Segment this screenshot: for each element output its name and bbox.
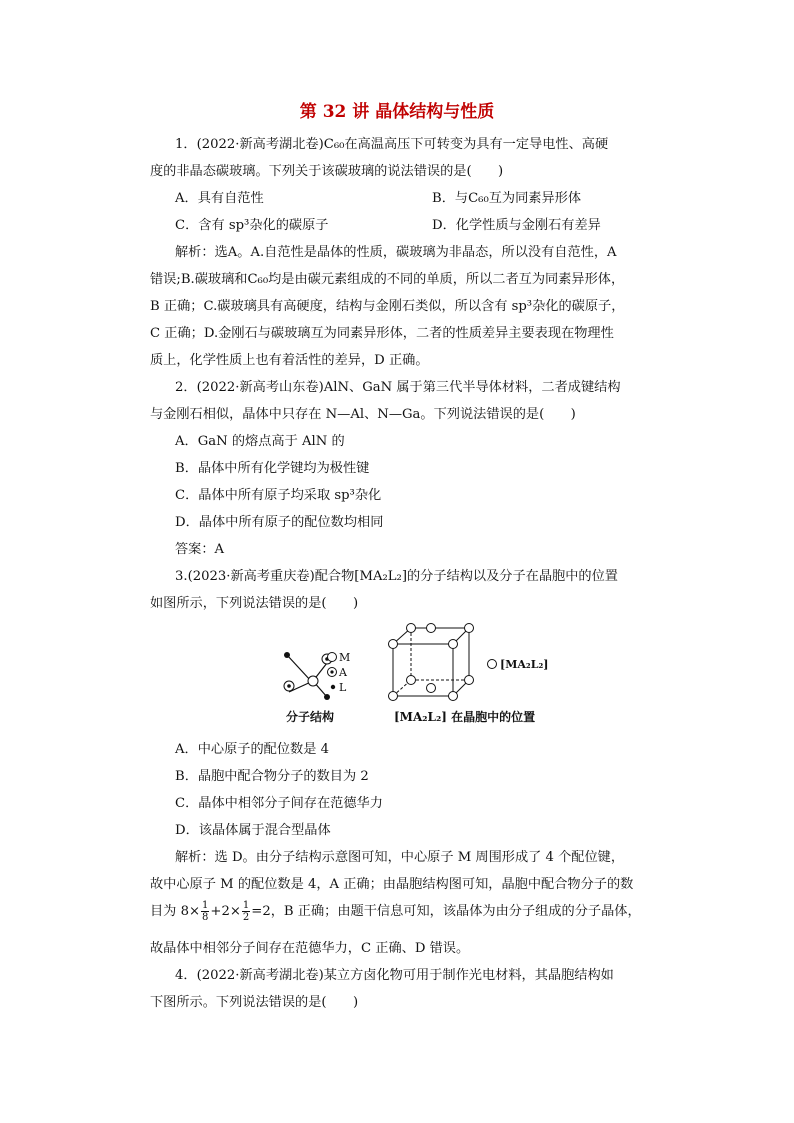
q4-stem-line2: 下图所示。下列说法错误的是( ) [150,995,359,1010]
legend-a-label: A [339,666,347,679]
legend-molecule-symbol [488,660,497,669]
corner-molecule [407,624,416,633]
figure-caption-right: [MA₂L₂] 在晶胞中的位置 [394,710,536,724]
q1-analysis-line: C 正确；D.金刚石与碳玻璃互为同素异形体，二者的性质差异主要表现在物理性 [150,326,614,341]
legend-m-symbol [328,653,337,662]
q4-stem-line1: 4．(2022·新高考湖北卷)某立方卤化物可用于制作光电材料，其晶胞结构如 [175,968,614,983]
formula-middle: +2× [210,904,241,919]
page-title: 第 32 讲 晶体结构与性质 [299,102,495,122]
q3-analysis-line: 故晶体中相邻分子间存在范德华力，C 正确、D 错误。 [150,941,470,956]
q2-option-c: C．晶体中所有原子均采取 sp³杂化 [175,488,382,503]
q2-stem-line2: 与金刚石相似，晶体中只存在 N—Al、N—Ga。下列说法错误的是( ) [150,407,576,422]
q3-analysis-line: 故中心原子 M 的配位数是 4，A 正确；由晶胞结构图可知，晶胞中配合物分子的数 [150,877,634,892]
a-atom-dot [287,684,291,688]
q1-option-c: C．含有 sp³杂化的碳原子 [175,218,329,233]
unit-cell-figure [385,620,480,702]
q2-option-d: D．晶体中所有原子的配位数均相同 [175,515,384,530]
q2-option-a: A．GaN 的熔点高于 AlN 的 [175,434,345,449]
q3-option-a: A．中心原子的配位数是 4 [175,742,329,757]
q3-stem-line1: 3.(2023·新高考重庆卷)配合物[MA₂L₂]的分子结构以及分子在晶胞中的位置 [175,569,618,584]
fraction-denominator: 2 [242,912,250,923]
fraction-numerator: 1 [202,900,209,911]
fraction-denominator: 8 [202,912,209,923]
legend-l-symbol [331,685,335,689]
corner-molecule [389,692,398,701]
legend-a-dot [330,670,333,673]
q3-option-b: B．晶胞中配合物分子的数目为 2 [175,769,369,784]
q1-analysis-line: B 正确；C.碳玻璃具有高硬度，结构与金刚石类似，所以含有 sp³杂化的碳原子， [150,299,625,314]
q1-option-a: A．具有自范性 [175,191,264,206]
q3-analysis-formula-line [150,900,641,923]
face-molecule [427,684,436,693]
q3-stem-line2: 如图所示，下列说法错误的是( ) [150,596,359,611]
q1-analysis-line: 错误;B.碳玻璃和C₆₀均是由碳元素组成的不同的单质，所以二者互为同素异形体， [150,272,625,287]
q3-option-c: C．晶体中相邻分子间存在范德华力 [175,796,383,811]
l-atom [284,652,290,658]
corner-molecule [449,640,458,649]
q1-analysis-line: 质上，化学性质上也有着活性的差异，D 正确。 [150,353,429,368]
fraction-one-half [242,900,250,923]
legend-m-label: M [339,651,351,664]
formula-prefix: 目为 8× [150,904,201,919]
corner-molecule [389,640,398,649]
legend-l-label: L [339,681,347,694]
corner-molecule [465,676,474,685]
face-molecule [427,624,436,633]
unit-cell-legend [486,656,556,672]
q2-answer: 答案：A [175,542,225,557]
q1-stem-line2: 度的非晶态碳玻璃。下列关于该碳玻璃的说法错误的是( ) [150,164,504,179]
legend-molecule-label: [MA₂L₂] [500,658,549,671]
q2-stem-line1: 2．(2022·新高考山东卷)AlN、GaN 属于第三代半导体材料，二者成键结构 [175,380,621,395]
corner-molecule [465,624,474,633]
q1-option-b: B．与C₆₀互为同素异形体 [432,191,582,206]
q3-analysis-line: 解析：选 D。由分子结构示意图可知，中心原子 M 周围形成了 4 个配位键， [175,850,625,865]
corner-molecule [407,676,416,685]
q1-analysis-line: 解析：选A。A.自范性是晶体的性质，碳玻璃为非晶态，所以没有自范性，A [175,245,617,260]
molecule-legend [325,650,365,698]
q3-option-d: D．该晶体属于混合型晶体 [175,823,331,838]
q1-stem-line1: 1．(2022·新高考湖北卷)C₆₀在高温高压下可转变为具有一定导电性、高硬 [175,137,609,152]
fraction-one-eighth [201,900,209,923]
figure-caption-left: 分子结构 [286,710,335,724]
fraction-numerator: 1 [242,900,250,911]
q1-option-d: D．化学性质与金刚石有差异 [432,218,601,233]
formula-suffix: =2，B 正确；由题干信息可知，该晶体为由分子组成的分子晶体， [251,904,641,919]
m-atom [308,676,318,686]
q2-option-b: B．晶体中所有化学键均为极性键 [175,461,370,476]
corner-molecule [449,692,458,701]
bond-line [287,655,311,681]
